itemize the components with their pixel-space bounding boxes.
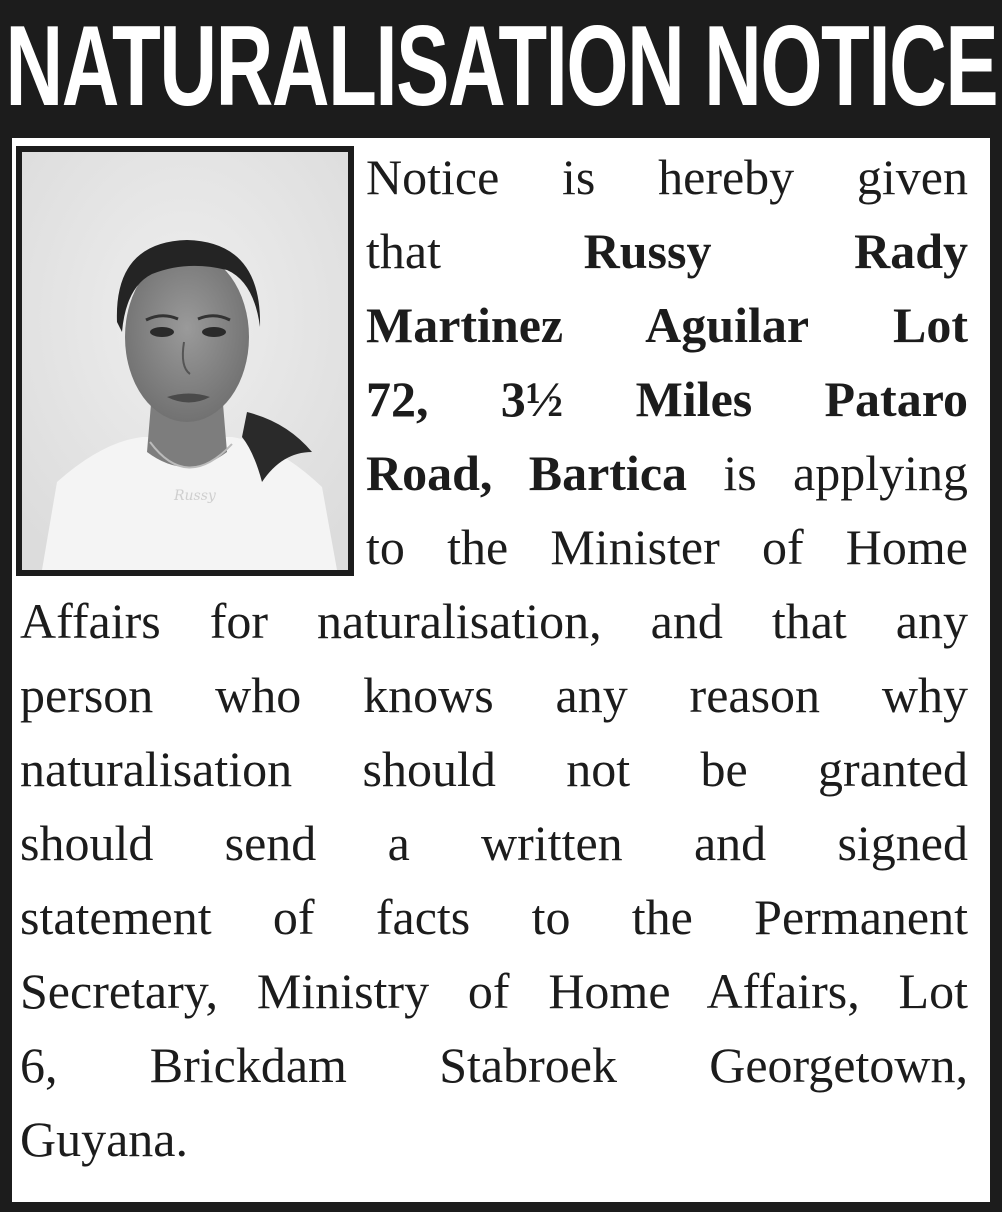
notice-line-11: statement of facts to the Permanent <box>20 889 968 945</box>
notice-line-4 <box>366 362 968 436</box>
notice-line-12: Secretary, Ministry of Home Affairs, Lot <box>20 963 968 1019</box>
notice-line-8: person who knows any reason why <box>20 667 968 723</box>
applicant-name-part-2: Martinez Aguilar Lot <box>366 297 968 353</box>
notice-title <box>5 0 997 134</box>
notice-line-14: Guyana. <box>20 1111 188 1167</box>
notice-line-5 <box>366 436 968 510</box>
notice-title-text: NATURALISATION NOTICE <box>5 3 997 130</box>
notice-line-3 <box>366 288 968 362</box>
portrait-image <box>22 152 348 570</box>
applicant-name-part-1: Russy Rady <box>583 223 968 279</box>
notice-line-2-prefix: that <box>366 223 441 279</box>
notice-line-10: should send a written and signed <box>20 815 968 871</box>
notice-line-6: to the Minister of Home <box>366 519 968 575</box>
applicant-photo <box>16 146 354 576</box>
applicant-address-part-1: 72, 3½ Miles Pataro <box>366 371 968 427</box>
notice-line-5-rest: is applying <box>723 445 968 501</box>
applicant-address-part-2: Road, Bartica <box>366 445 688 501</box>
notice-line-9: naturalisation should not be granted <box>20 741 968 797</box>
notice-body <box>12 138 990 1202</box>
notice-line-2 <box>366 214 968 288</box>
notice-line-7: Affairs for naturalisation, and that any <box>20 593 968 649</box>
notice-line-13: 6, Brickdam Stabroek Georgetown, <box>20 1037 968 1093</box>
notice-line-1: Notice is hereby given <box>366 149 968 205</box>
necklace-pendant: Russy <box>174 488 216 504</box>
